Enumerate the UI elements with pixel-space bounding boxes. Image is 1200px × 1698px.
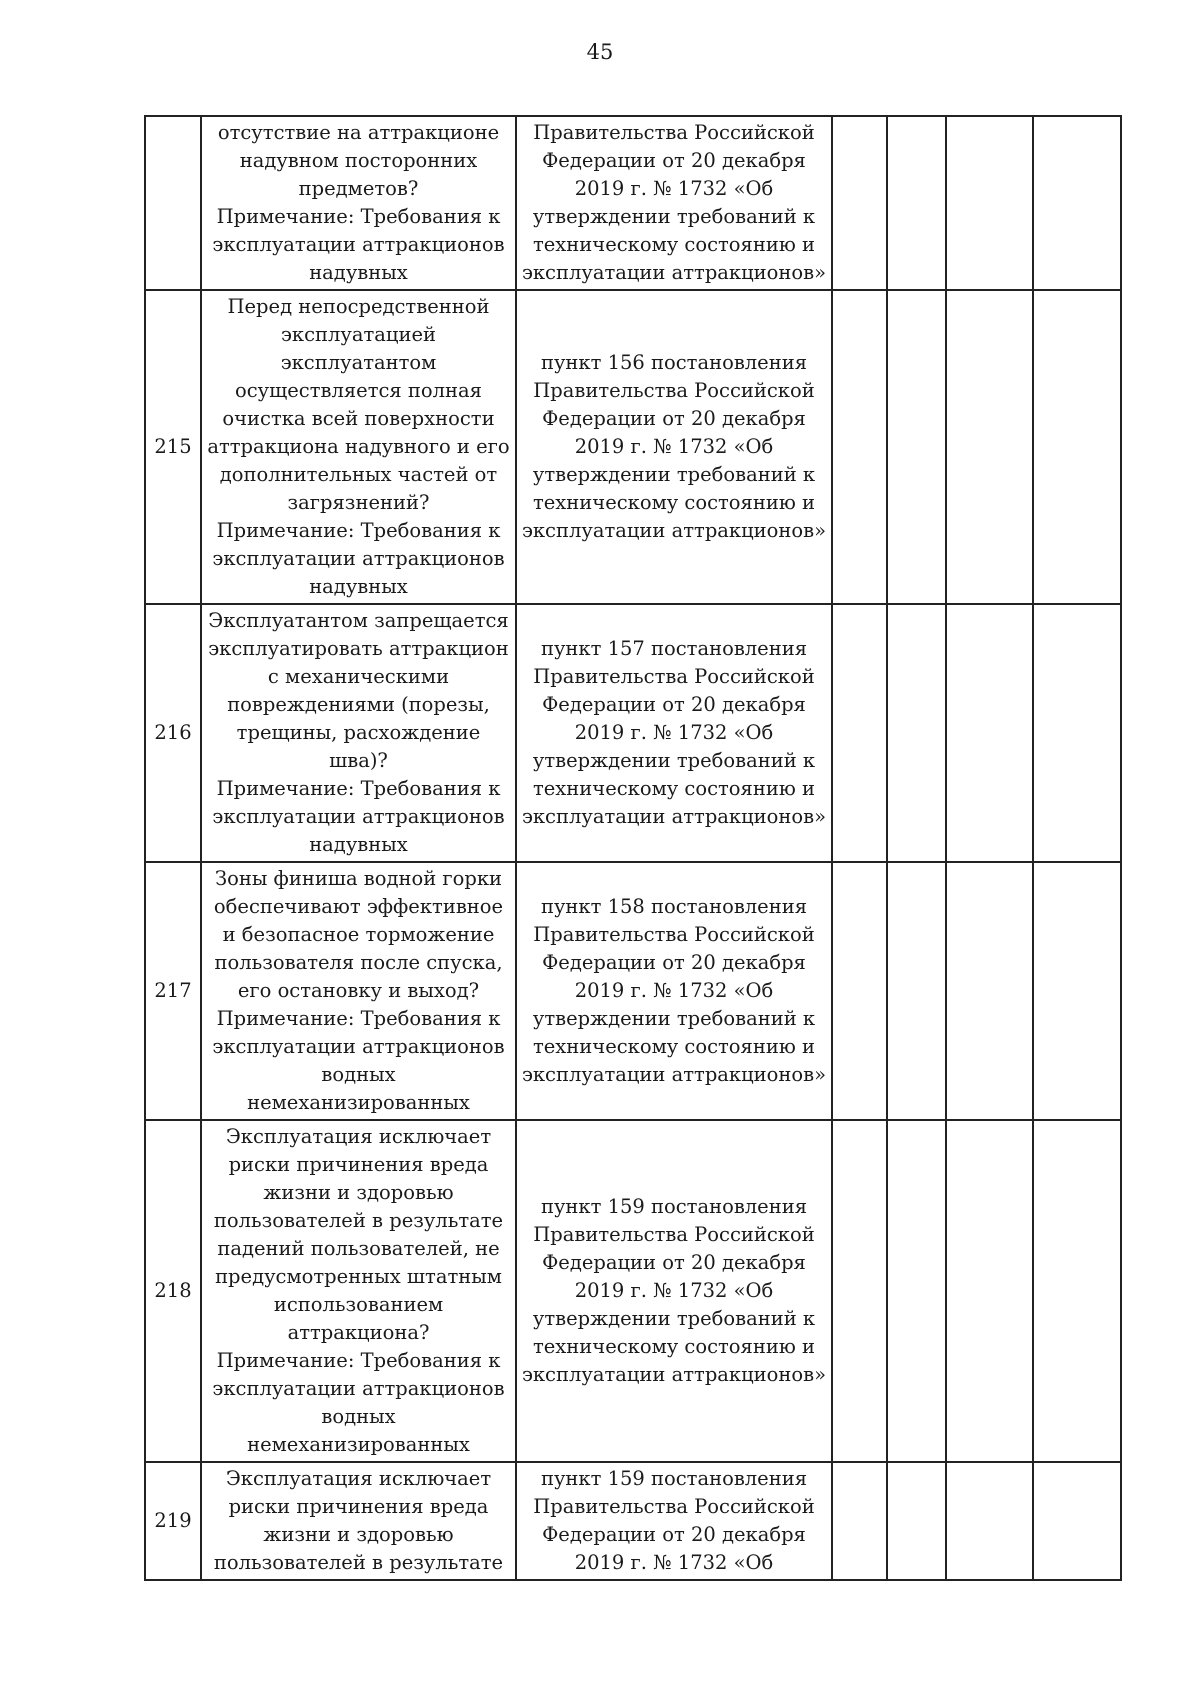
requirement-question-line: повреждениями (порезы, xyxy=(227,693,490,716)
requirement-question-line: эксплуатации аттракционов xyxy=(212,1377,505,1400)
requirement-question-line: риски причинения вреда xyxy=(228,1495,489,1518)
requirement-question-line: обеспечивают эффективное xyxy=(213,895,504,918)
requirement-question-cell xyxy=(201,862,516,1120)
legal-reference-line: эксплуатации аттракционов» xyxy=(521,1363,827,1386)
requirement-question-cell xyxy=(201,604,516,862)
requirement-question-line: надувных xyxy=(309,261,408,284)
requirement-question-line: и безопасное торможение xyxy=(222,923,495,946)
requirement-question-line: аттракциона надувного и его xyxy=(207,435,510,458)
table-row xyxy=(145,1462,1121,1580)
legal-reference-line: Правительства Российской xyxy=(533,379,815,402)
legal-reference-line: Федерации от 20 декабря xyxy=(542,1251,806,1274)
page-number: 45 xyxy=(586,40,614,64)
row-number-cell xyxy=(145,1462,201,1580)
legal-reference-line: эксплуатации аттракционов» xyxy=(521,519,827,542)
requirement-question-line: эксплуатации аттракционов xyxy=(212,805,505,828)
requirement-question-line: водных xyxy=(321,1063,396,1086)
legal-reference-line: 2019 г. № 1732 «Об xyxy=(574,435,774,458)
legal-reference-line: пункт 158 постановления xyxy=(540,895,808,918)
requirement-question-line: Примечание: Требования к xyxy=(216,777,501,800)
requirement-question-line: жизни и здоровью xyxy=(263,1523,454,1546)
not-applicable-cell xyxy=(946,116,1033,290)
comment-cell xyxy=(1033,604,1121,862)
answer-yes-cell xyxy=(832,1462,887,1580)
requirement-question-line: риски причинения вреда xyxy=(228,1153,489,1176)
legal-reference-line: пункт 156 постановления xyxy=(540,351,808,374)
requirement-question-line: эксплуатации аттракционов xyxy=(212,233,505,256)
answer-yes-cell xyxy=(832,116,887,290)
requirement-question-line: надувных xyxy=(309,833,408,856)
legal-reference-line: Правительства Российской xyxy=(533,121,815,144)
requirement-question-line: эксплуатацией xyxy=(280,323,436,346)
requirement-question-line: Эксплуатация исключает xyxy=(225,1125,492,1148)
requirement-question-line: с механическими xyxy=(267,665,450,688)
requirement-question-line: эксплуатировать аттракцион xyxy=(208,637,509,660)
row-number: 216 xyxy=(154,721,192,744)
legal-reference-cell xyxy=(516,290,832,604)
comment-cell xyxy=(1033,1120,1121,1462)
legal-reference-line: Правительства Российской xyxy=(533,1495,815,1518)
requirement-question-line: его остановку и выход? xyxy=(237,979,480,1002)
answer-no-cell xyxy=(887,1462,946,1580)
requirement-question-line: Примечание: Требования к xyxy=(216,519,501,542)
legal-reference-line: техническому состоянию и xyxy=(532,1335,816,1358)
requirement-question-line: Примечание: Требования к xyxy=(216,205,501,228)
legal-reference-cell xyxy=(516,1462,832,1580)
answer-yes-cell xyxy=(832,862,887,1120)
legal-reference-line: утверждении требований к xyxy=(532,205,816,228)
answer-no-cell xyxy=(887,290,946,604)
row-number-cell xyxy=(145,116,201,290)
legal-reference-line: Федерации от 20 декабря xyxy=(542,951,806,974)
row-number: 217 xyxy=(154,979,192,1002)
row-number: 219 xyxy=(154,1509,192,1532)
legal-reference-line: 2019 г. № 1732 «Об xyxy=(574,979,774,1002)
legal-reference-line: Федерации от 20 декабря xyxy=(542,149,806,172)
comment-cell xyxy=(1033,1462,1121,1580)
legal-reference-line: техническому состоянию и xyxy=(532,1035,816,1058)
answer-no-cell xyxy=(887,604,946,862)
requirement-question-line: дополнительных частей от xyxy=(219,463,498,486)
row-number-cell xyxy=(145,862,201,1120)
comment-cell xyxy=(1033,116,1121,290)
table-row xyxy=(145,862,1121,1120)
table-row xyxy=(145,604,1121,862)
comment-cell xyxy=(1033,862,1121,1120)
comment-cell xyxy=(1033,290,1121,604)
table-body xyxy=(145,116,1121,1580)
requirement-question-cell xyxy=(201,290,516,604)
requirement-question-line: использованием xyxy=(273,1293,444,1316)
row-number-cell xyxy=(145,604,201,862)
requirement-question-cell xyxy=(201,1462,516,1580)
requirement-question-line: Зоны финиша водной горки xyxy=(214,867,503,890)
requirement-question-line: немеханизированных xyxy=(247,1091,470,1114)
requirement-question-line: эксплуатации аттракционов xyxy=(212,547,505,570)
requirement-question-line: надувном посторонних xyxy=(239,149,478,172)
row-number: 218 xyxy=(154,1279,192,1302)
not-applicable-cell xyxy=(946,604,1033,862)
legal-reference-cell xyxy=(516,862,832,1120)
not-applicable-cell xyxy=(946,290,1033,604)
requirement-question-line: эксплуатантом xyxy=(280,351,437,374)
legal-reference-line: пункт 157 постановления xyxy=(540,637,808,660)
requirement-question-line: аттракциона? xyxy=(287,1321,430,1344)
answer-no-cell xyxy=(887,862,946,1120)
answer-no-cell xyxy=(887,1120,946,1462)
legal-reference-line: утверждении требований к xyxy=(532,1007,816,1030)
legal-reference-line: утверждении требований к xyxy=(532,463,816,486)
requirement-question-line: пользователей в результате xyxy=(213,1551,504,1574)
answer-no-cell xyxy=(887,116,946,290)
legal-reference-cell xyxy=(516,604,832,862)
table-row xyxy=(145,1120,1121,1462)
requirement-question-line: эксплуатации аттракционов xyxy=(212,1035,505,1058)
requirement-question-line: жизни и здоровью xyxy=(263,1181,454,1204)
requirement-question-line: немеханизированных xyxy=(247,1433,470,1456)
requirement-question-line: Эксплуатантом запрещается xyxy=(208,609,509,632)
legal-reference-line: эксплуатации аттракционов» xyxy=(521,805,827,828)
requirement-question-line: Эксплуатация исключает xyxy=(225,1467,492,1490)
requirement-question-cell xyxy=(201,1120,516,1462)
answer-yes-cell xyxy=(832,604,887,862)
checklist-table xyxy=(144,115,1122,1581)
requirement-question-line: падений пользователей, не xyxy=(217,1237,500,1260)
legal-reference-line: эксплуатации аттракционов» xyxy=(521,261,827,284)
requirement-question-line: загрязнений? xyxy=(287,491,430,514)
row-number: 215 xyxy=(154,435,192,458)
requirement-question-line: Примечание: Требования к xyxy=(216,1007,501,1030)
requirement-question-line: Перед непосредственной xyxy=(227,295,490,318)
requirement-question-line: предусмотренных штатным xyxy=(215,1265,502,1288)
legal-reference-line: 2019 г. № 1732 «Об xyxy=(574,177,774,200)
legal-reference-line: 2019 г. № 1732 «Об xyxy=(574,1551,774,1574)
legal-reference-cell xyxy=(516,116,832,290)
requirement-question-line: шва)? xyxy=(329,749,388,772)
legal-reference-line: Федерации от 20 декабря xyxy=(542,693,806,716)
requirement-question-line: отсутствие на аттракционе xyxy=(217,121,500,144)
not-applicable-cell xyxy=(946,1120,1033,1462)
legal-reference-line: техническому состоянию и xyxy=(532,491,816,514)
legal-reference-line: техническому состоянию и xyxy=(532,233,816,256)
answer-yes-cell xyxy=(832,1120,887,1462)
table-row xyxy=(145,116,1121,290)
legal-reference-line: Правительства Российской xyxy=(533,1223,815,1246)
table-row xyxy=(145,290,1121,604)
legal-reference-line: техническому состоянию и xyxy=(532,777,816,800)
legal-reference-line: Федерации от 20 декабря xyxy=(542,1523,806,1546)
legal-reference-cell xyxy=(516,1120,832,1462)
legal-reference-line: 2019 г. № 1732 «Об xyxy=(574,1279,774,1302)
legal-reference-line: утверждении требований к xyxy=(532,749,816,772)
legal-reference-line: 2019 г. № 1732 «Об xyxy=(574,721,774,744)
answer-yes-cell xyxy=(832,290,887,604)
not-applicable-cell xyxy=(946,1462,1033,1580)
row-number-cell xyxy=(145,1120,201,1462)
requirement-question-line: водных xyxy=(321,1405,396,1428)
requirement-question-line: очистка всей поверхности xyxy=(222,407,495,430)
requirement-question-cell xyxy=(201,116,516,290)
requirement-question-line: пользователей в результате xyxy=(213,1209,504,1232)
legal-reference-line: эксплуатации аттракционов» xyxy=(521,1063,827,1086)
requirement-question-line: осуществляется полная xyxy=(235,379,482,402)
legal-reference-line: Федерации от 20 декабря xyxy=(542,407,806,430)
row-number-cell xyxy=(145,290,201,604)
legal-reference-line: Правительства Российской xyxy=(533,665,815,688)
legal-reference-line: пункт 159 постановления xyxy=(540,1467,808,1490)
requirement-question-line: предметов? xyxy=(298,177,419,200)
requirement-question-line: трещины, расхождение xyxy=(236,721,481,744)
requirement-question-line: Примечание: Требования к xyxy=(216,1349,501,1372)
requirement-question-line: пользователя после спуска, xyxy=(214,951,503,974)
legal-reference-line: утверждении требований к xyxy=(532,1307,816,1330)
not-applicable-cell xyxy=(946,862,1033,1120)
requirement-question-line: надувных xyxy=(309,575,408,598)
legal-reference-line: Правительства Российской xyxy=(533,923,815,946)
legal-reference-line: пункт 159 постановления xyxy=(540,1195,808,1218)
